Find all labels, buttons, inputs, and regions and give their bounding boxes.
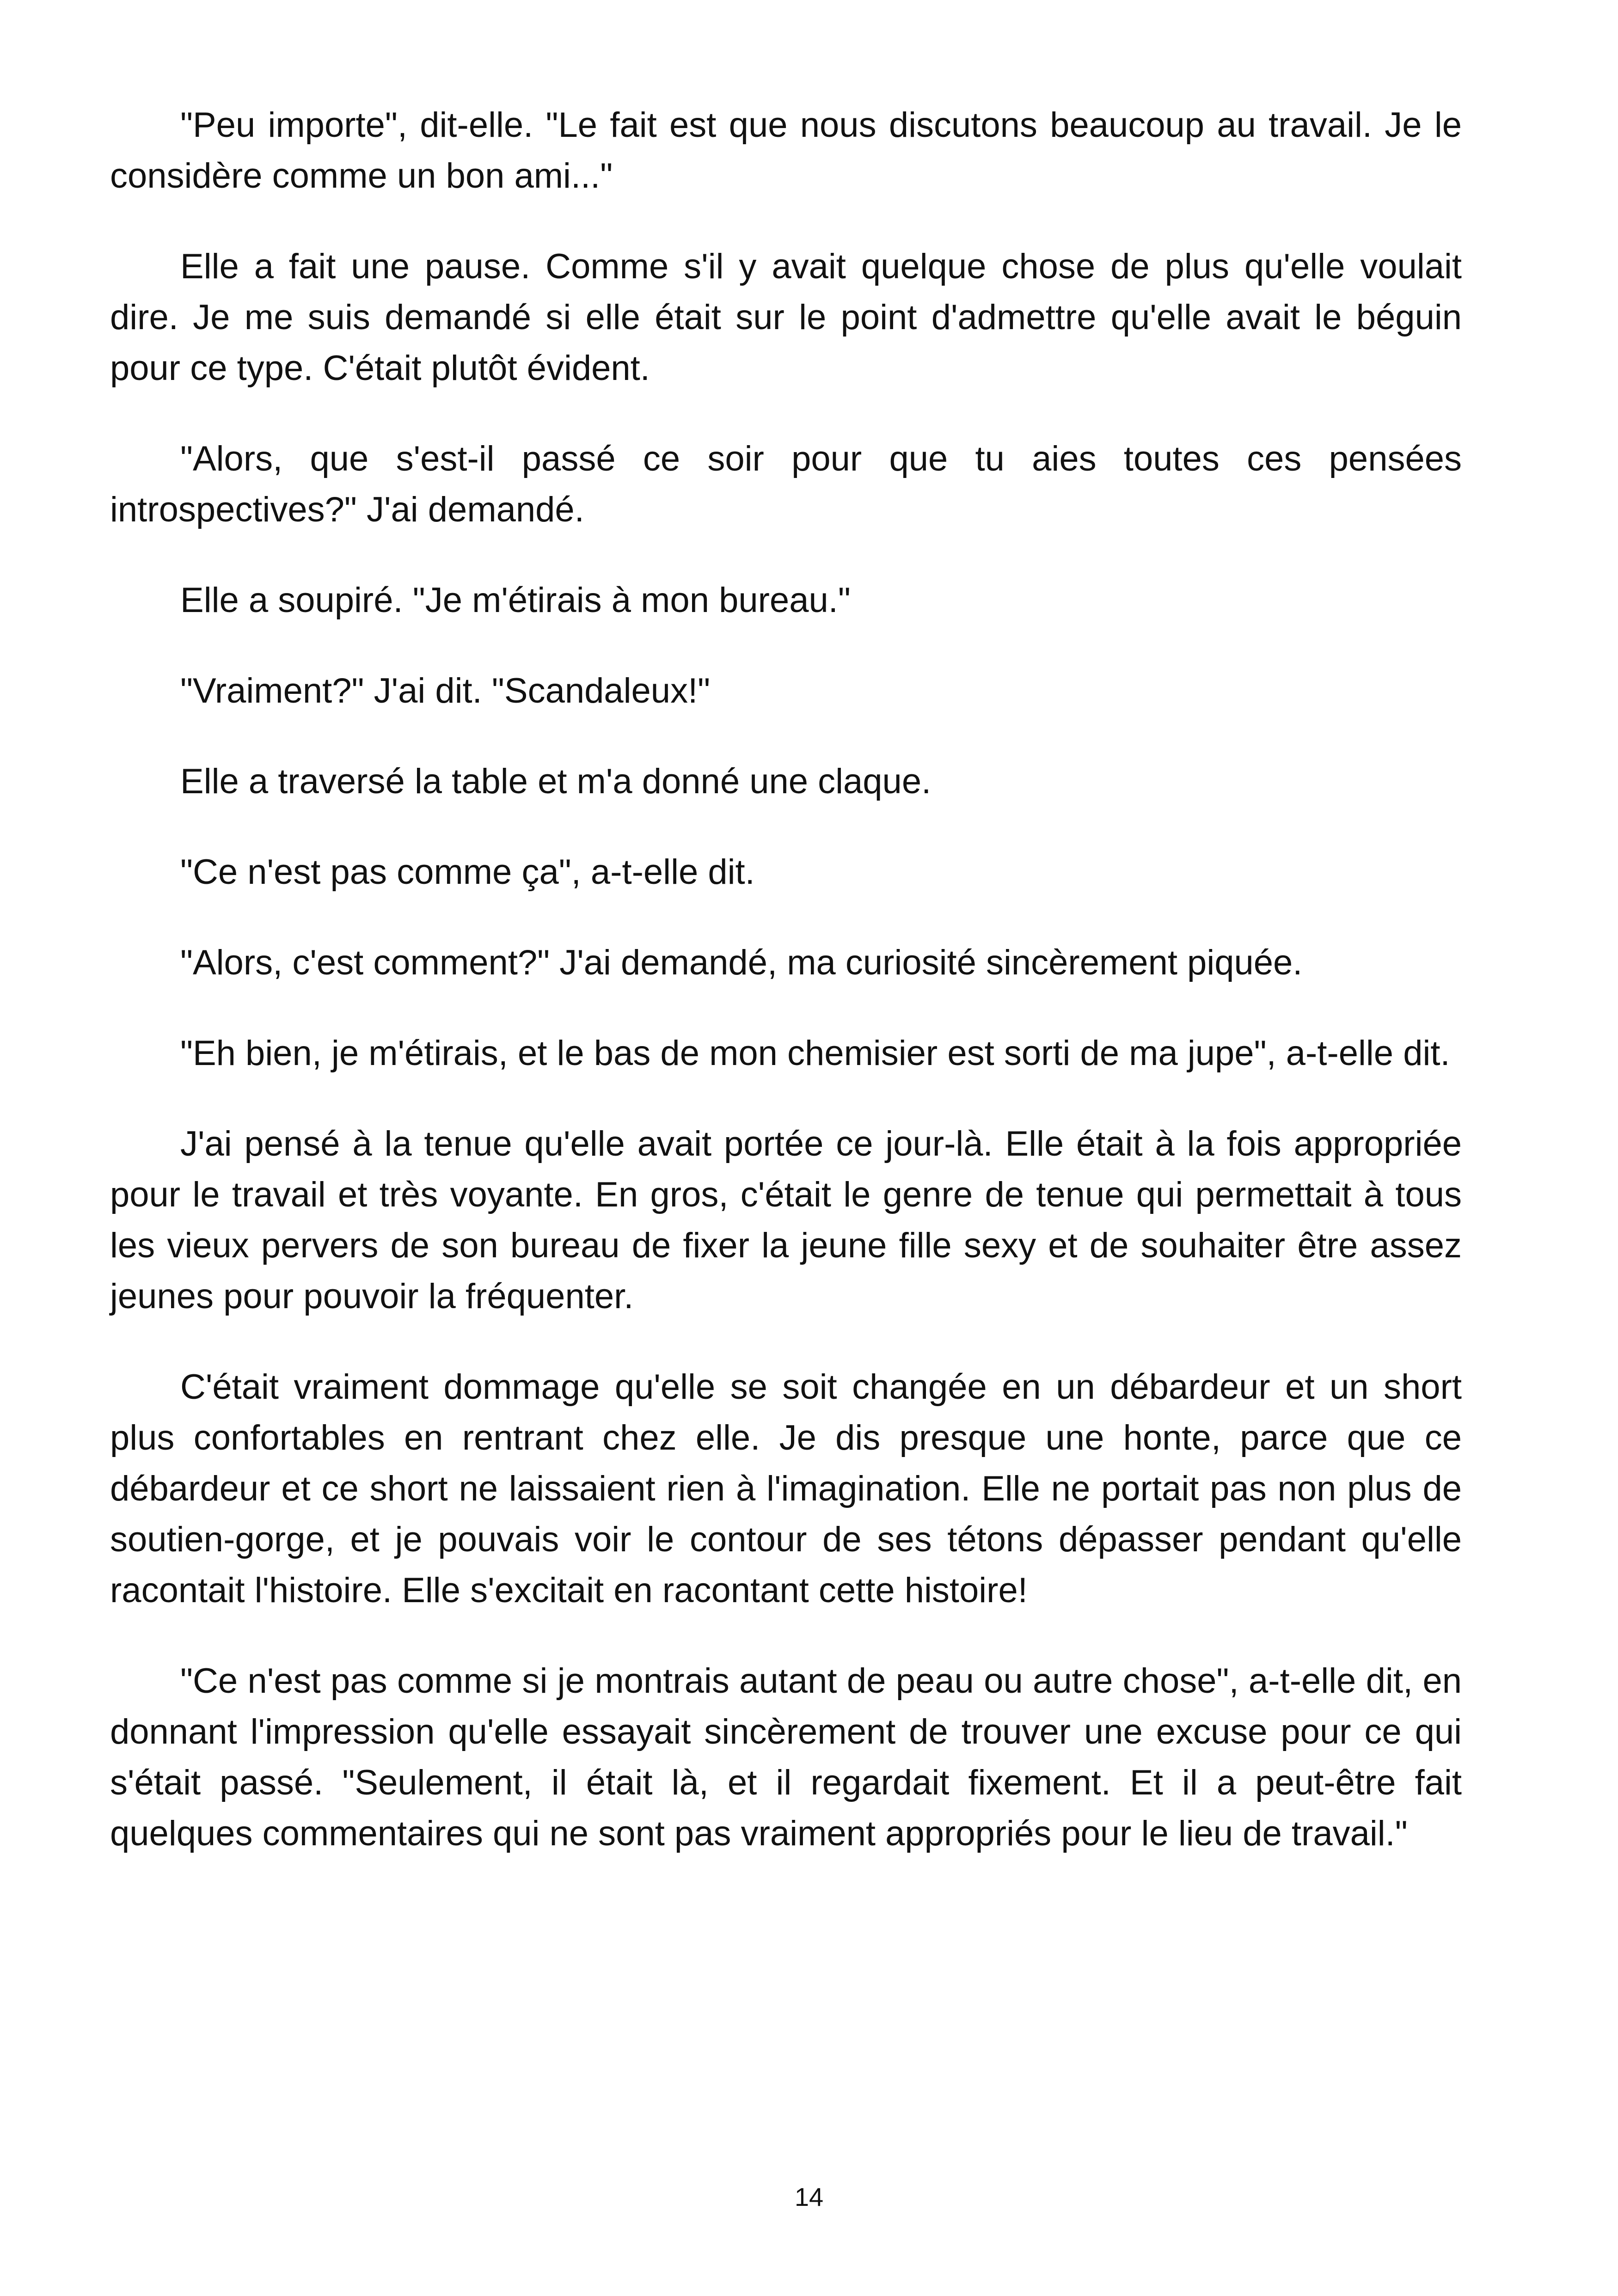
body-text xyxy=(110,100,1462,1899)
paragraph: "Ce n'est pas comme si je montrais autant de peau ou autre chose", a-t-elle dit, en donnant l'impression qu'elle essayait sincèrement de trouver une excuse pour ce qui s'était passé. "Seulement, il était là, et il regardait fixement. Et il a peut-être fait quelques commentaires qui ne sont pas vraiment appropriés pour le lieu de travail." xyxy=(110,1661,1462,1853)
paragraph: Elle a fait une pause. Comme s'il y avait quelque chose de plus qu'elle voulait dire. Je me suis demandé si elle était sur le point d'admettre qu'elle avait le béguin pour ce type. C'était plutôt évident. xyxy=(110,247,1462,388)
paragraph: "Alors, c'est comment?" J'ai demandé, ma curiosité sincèrement piquée. xyxy=(180,943,1303,982)
paragraph: "Ce n'est pas comme ça", a-t-elle dit. xyxy=(180,852,755,892)
paragraph: C'était vraiment dommage qu'elle se soit changée en un débardeur et un short plus confortables en rentrant chez elle. Je dis presque une honte, parce que ce débardeur et ce short ne laissaient rien à l'imagination. Elle ne portait pas non plus de soutien-gorge, et je pouvais voir le contour de ses tétons dépasser pendant qu'elle racontait l'histoire. Elle s'excitait en racontant cette histoire! xyxy=(110,1367,1462,1610)
paragraph: Elle a soupiré. "Je m'étirais à mon bureau." xyxy=(180,581,851,620)
paragraph: "Alors, que s'est-il passé ce soir pour que tu aies toutes ces pensées introspectives?" J'ai demandé. xyxy=(110,439,1462,529)
paragraph: "Peu importe", dit-elle. "Le fait est que nous discutons beaucoup au travail. Je le considère comme un bon ami..." xyxy=(110,105,1462,196)
paragraph: "Eh bien, je m'étirais, et le bas de mon chemisier est sorti de ma jupe", a-t-elle dit. xyxy=(180,1034,1450,1073)
paragraph: "Vraiment?" J'ai dit. "Scandaleux!" xyxy=(180,671,711,710)
paragraph: Elle a traversé la table et m'a donné une claque. xyxy=(180,762,932,801)
page-number: 14 xyxy=(794,2182,824,2211)
paragraph: J'ai pensé à la tenue qu'elle avait portée ce jour-là. Elle était à la fois appropriée pour le travail et très voyante. En gros, c'était le genre de tenue qui permettait à tous les vieux pervers de son bureau de fixer la jeune fille sexy et de souhaiter être assez jeunes pour pouvoir la fréquenter. xyxy=(110,1124,1462,1316)
